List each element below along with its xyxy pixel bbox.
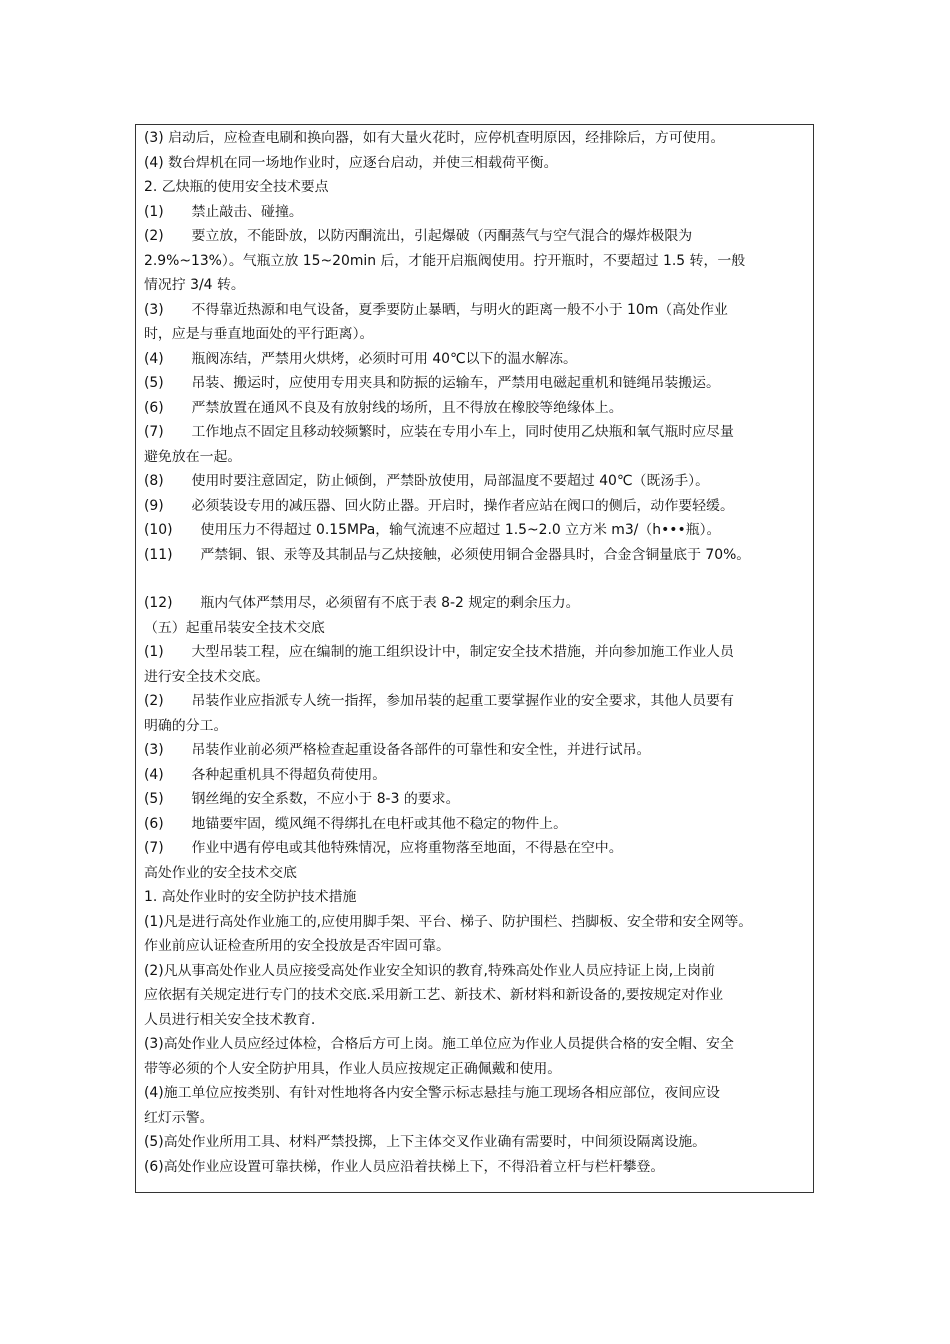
text-line: 应依据有关规定进行专门的技术交底.采用新工艺、新技术、新材料和新设备的,要按规定对作业 <box>144 987 723 1003</box>
text-line: (6) 严禁放置在通风不良及有放射线的场所，且不得放在橡胶等绝缘体上。 <box>144 399 623 416</box>
subsection-heading: 1. 高处作业时的安全防护技术措施 <box>144 889 357 905</box>
text-line: (6) 地锚要牢固，缆风绳不得绑扎在电杆或其他不稳定的物件上。 <box>144 815 567 832</box>
text-line: 情况拧 3/4 转。 <box>144 277 245 293</box>
text-line: 红灯示警。 <box>144 1109 214 1126</box>
text-line: (5) 钢丝绳的安全系数，不应小于 8-3 的要求。 <box>144 791 460 807</box>
text-line: (3) 不得靠近热源和电气设备，夏季要防止暴晒，与明火的距离一般不小于 10m（高处作业 <box>144 301 728 318</box>
text-line: (4) 瓶阀冻结，严禁用火烘烤，必须时可用 40℃以下的温水解冻。 <box>144 350 577 367</box>
text-line: (5) 吊装、搬运时，应使用专用夹具和防振的运输车，严禁用电磁起重机和链绳吊装搬运。 <box>144 375 720 391</box>
text-line: 进行安全技术交底。 <box>144 668 270 685</box>
text-line: (3) 吊装作业前必须严格检查起重设备各部件的可靠性和安全性，并进行试吊。 <box>144 742 651 758</box>
text-line: (3)高处作业人员应经过体检，合格后方可上岗。施工单位应为作业人员提供合格的安全帽、安全 <box>144 1036 734 1052</box>
text-line: (1) 大型吊装工程，应在编制的施工组织设计中，制定安全技术措施，并向参加施工作业人员 <box>144 644 734 660</box>
document-body <box>144 126 810 1179</box>
text-line: (9) 必须装设专用的减压器、回火防止器。开启时，操作者应站在阀口的侧后，动作要轻缓。 <box>144 497 734 514</box>
text-line: (3) 启动后，应检查电刷和换向器，如有大量火花时，应停机查明原因，经排除后，方可使用。 <box>144 130 725 146</box>
text-line: (4)施工单位应按类别、有针对性地将各内安全警示标志悬挂与施工现场各相应部位，夜间应设 <box>144 1085 720 1101</box>
text-line: (1) 禁止敲击、碰撞。 <box>144 203 303 220</box>
text-line: 人员进行相关安全技术教育. <box>144 1011 316 1028</box>
text-line: (7) 工作地点不固定且移动较频繁时，应装在专用小车上，同时使用乙炔瓶和氧气瓶时应尽量 <box>144 424 734 440</box>
text-line: 时，应是与垂直地面处的平行距离）。 <box>144 326 374 342</box>
section-heading: （五）起重吊装安全技术交底 <box>144 619 325 636</box>
text-line: (4) 各种起重机具不得超负荷使用。 <box>144 766 387 783</box>
text-line: (1)凡是进行高处作业施工的,应使用脚手架、平台、梯子、防护围栏、挡脚板、安全带和安全网等。 <box>144 913 753 930</box>
text-line: (2) 吊装作业应指派专人统一指挥，参加吊装的起重工要掌握作业的安全要求，其他人员要有 <box>144 693 734 709</box>
text-line: (8) 使用时要注意固定，防止倾倒，严禁卧放使用，局部温度不要超过 40℃（既汤手）。 <box>144 473 710 489</box>
section-heading: 2. 乙炔瓶的使用安全技术要点 <box>144 179 329 195</box>
text-line: 避免放在一起。 <box>144 448 242 465</box>
text-line: 带等必须的个人安全防护用具，作业人员应按规定正确佩戴和使用。 <box>144 1060 562 1077</box>
text-line: (12) 瓶内气体严禁用尽，必须留有不底于表 8-2 规定的剩余压力。 <box>144 595 580 611</box>
text-line: 明确的分工。 <box>144 717 228 734</box>
blank-line <box>144 567 810 591</box>
text-line: (2)凡从事高处作业人员应接受高处作业安全知识的教育,特殊高处作业人员应持证上岗,上岗前 <box>144 962 715 979</box>
section-heading: 高处作业的安全技术交底 <box>144 864 297 881</box>
text-line: (2) 要立放，不能卧放，以防丙酮流出，引起爆破（丙酮蒸气与空气混合的爆炸极限为 <box>144 228 693 244</box>
text-line: (10) 使用压力不得超过 0.15MPa，输气流速不应超过 1.5~2.0 立方米 m3/（h•••瓶）。 <box>144 522 721 538</box>
text-line: (4) 数台焊机在同一场地作业时，应逐台启动，并使三相载荷平衡。 <box>144 154 558 171</box>
text-line: 作业前应认证检查所用的安全投放是否牢固可靠。 <box>144 938 450 954</box>
text-line: (7) 作业中遇有停电或其他特殊情况，应将重物落至地面，不得悬在空中。 <box>144 840 623 856</box>
text-line: (11) 严禁铜、银、汞等及其制品与乙炔接触，必须使用铜合金器具时，合金含铜量底于 70%。 <box>144 546 751 563</box>
text-line: 2.9%~13%）。气瓶立放 15~20min 后，才能开启瓶阀使用。拧开瓶时，不要超过 1.5 转，一般 <box>144 252 746 269</box>
text-line: (5)高处作业所用工具、材料严禁投掷，上下主体交叉作业确有需要时，中间须设隔离设施。 <box>144 1134 707 1150</box>
text-line: (6)高处作业应设置可靠扶梯，作业人员应沿着扶梯上下，不得沿着立杆与栏杆攀登。 <box>144 1158 665 1175</box>
